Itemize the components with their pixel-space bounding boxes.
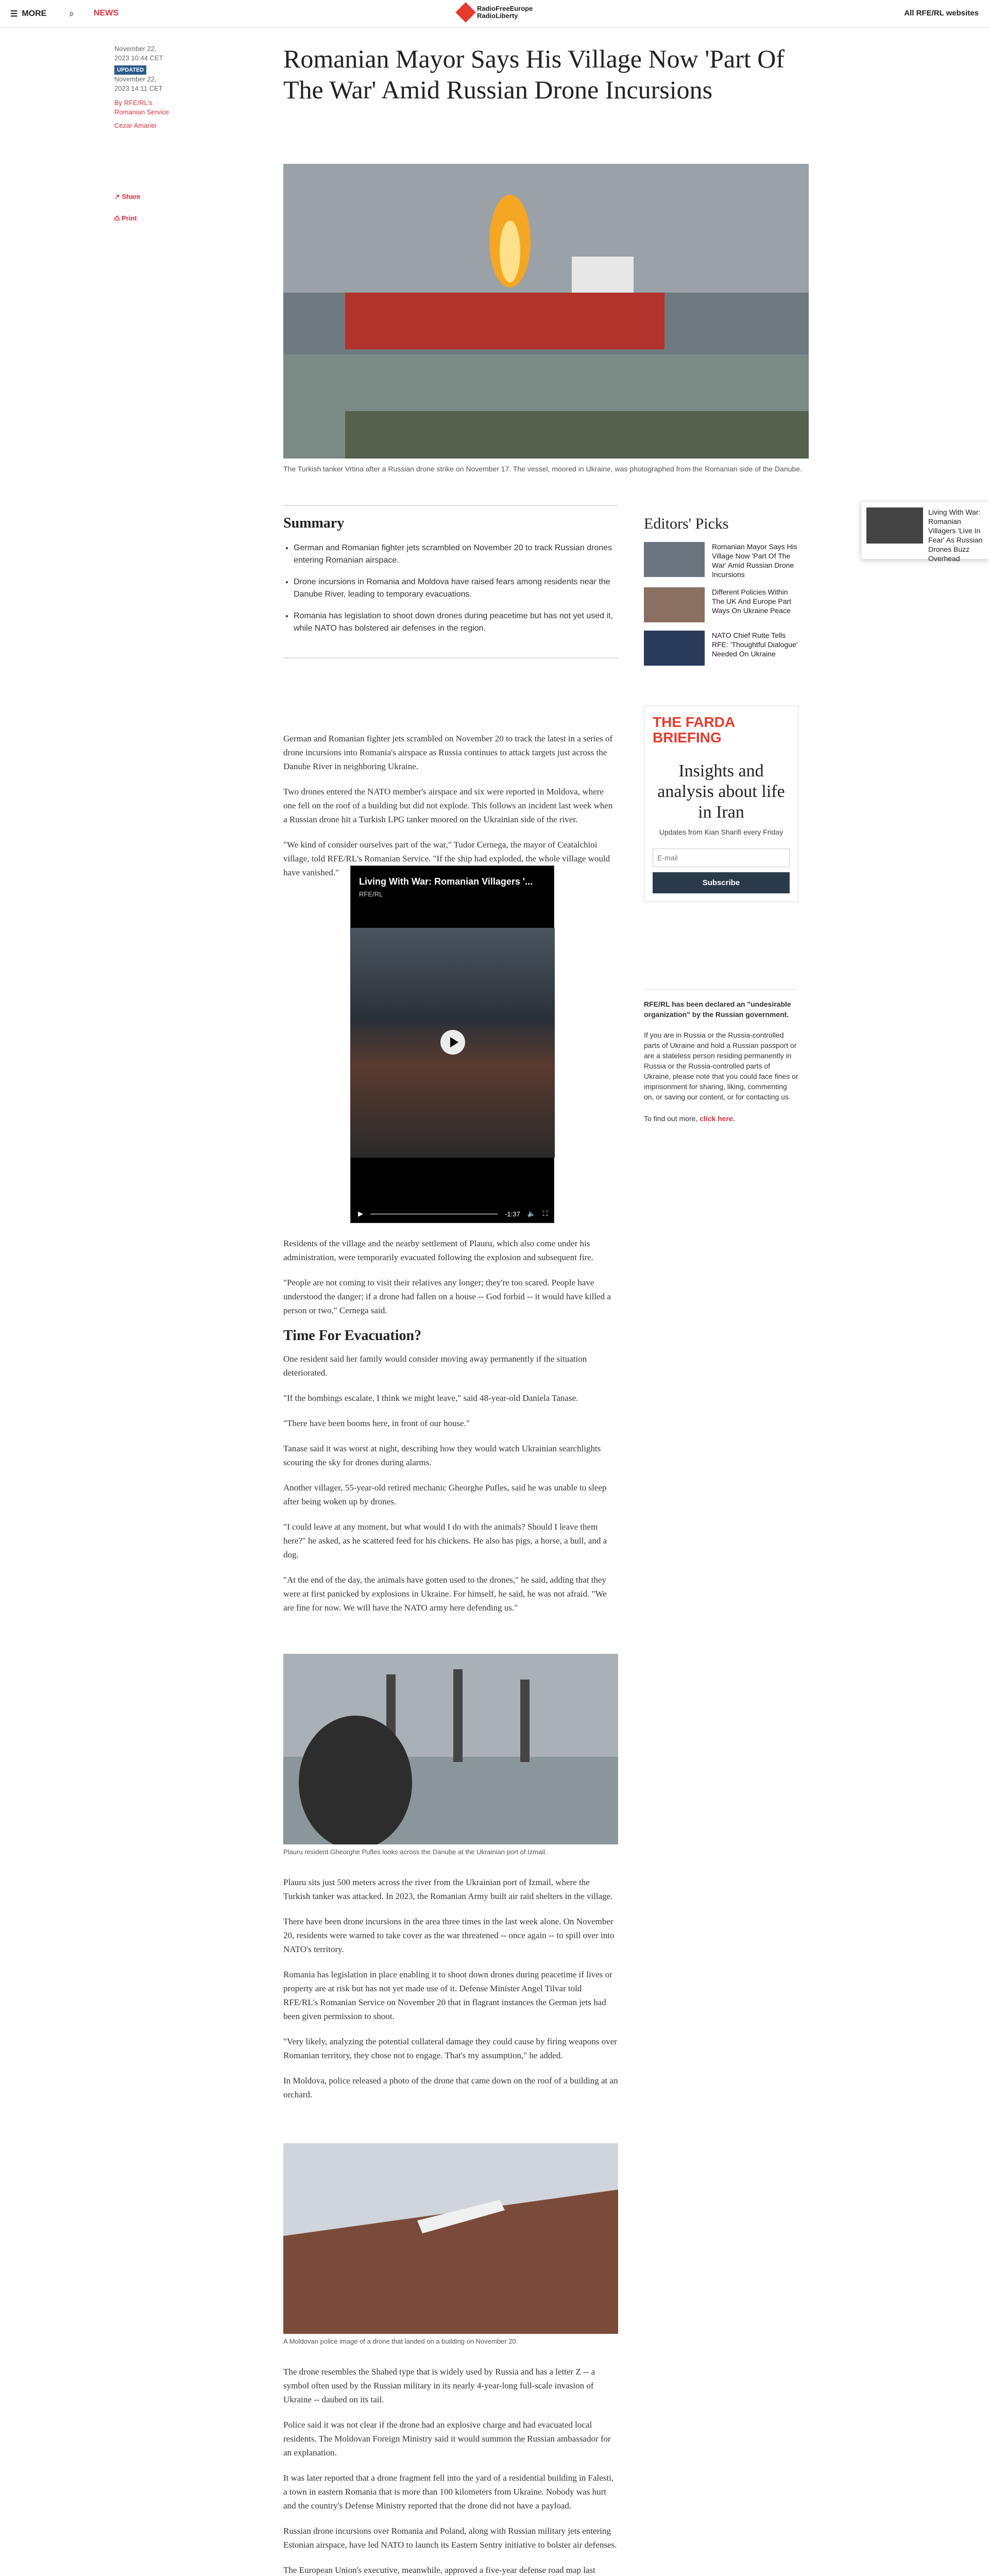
notice-body: If you are in Russia or the Russia-controlled parts of Ukraine and hold a Russian passport or are a stateless person residing permanently in Russia or the Russia-controlled parts of Ukraine, please note that you could face fines or imprisonment for sharing, liking, commenting on, or saving our content, or for contacting us. bbox=[644, 1031, 798, 1101]
summary-item: • Drone incursions in Romania and Moldova have raised fears among residents near the Danube River, leading to temporary evacuations. bbox=[294, 576, 618, 601]
click-here-link[interactable]: click here. bbox=[700, 1114, 735, 1123]
paragraph: "There have been booms here, in front of our house." bbox=[283, 1418, 470, 1428]
updated-date: November 22, 2023 14:11 CET bbox=[114, 75, 163, 92]
paragraph: Police said it was not clear if the drone had an explosive charge and had evacuated local residents. The Moldovan Foreign Ministry said it would summon the Russian ambassador for an explanation. bbox=[283, 2420, 611, 2458]
updated-badge: UPDATED bbox=[114, 65, 146, 75]
notice-heading: RFE/RL has been declared an "undesirable organization" by the Russian government. bbox=[644, 989, 798, 1020]
pick-thumb bbox=[644, 631, 705, 666]
notice-more: To find out more, bbox=[644, 1114, 698, 1123]
paragraph: The drone resembles the Shahed type that is widely used by Russia and has a letter Z -- a symbol often used by the Russian military in its nearly 4-year-long full-scale invasion of Ukraine -- daubed on its tail. bbox=[283, 2367, 595, 2404]
subscribe-button[interactable]: Subscribe bbox=[653, 872, 790, 893]
paragraph: Another villager, 55-year-old retired mechanic Gheorghe Pufles, said he was unable to sleep after being woken up by drones. bbox=[283, 1483, 607, 1506]
pick-thumb bbox=[644, 587, 705, 622]
logo-mark-icon bbox=[455, 2, 476, 23]
top-bar bbox=[0, 0, 989, 28]
farda-logo: THE FARDA BRIEFING bbox=[653, 714, 736, 745]
summary-item: • German and Romanian fighter jets scrambled on November 20 to track Russian drones entering Romanian airspace. bbox=[294, 542, 618, 567]
paragraph: Two drones entered the NATO member's airspace and six were reported in Moldova, where one fell on the roof of a building but did not explode. This follows an incident last week when a Russian drone hit a Turkish LPG tanker moored on the Ukrainian side of the river. bbox=[283, 787, 613, 824]
video-controls bbox=[351, 1205, 555, 1223]
paragraph: It was later reported that a drone fragment fell into the yard of a residential building in Falesti, a town in eastern Romania that is more than 100 kilometers from Ukraine. Nobody was hurt and the country's Defense Ministry reported that the drone did not have a payload. bbox=[283, 2473, 614, 2511]
paragraph: "If the bombings escalate, I think we might leave," said 48-year-old Daniela Tanase. bbox=[283, 1393, 578, 1403]
floater-thumb bbox=[866, 507, 923, 544]
article-meta bbox=[114, 44, 171, 223]
pick-thumb bbox=[644, 542, 705, 577]
drone-roof-photo bbox=[283, 2143, 618, 2334]
fullscreen-icon[interactable]: ⛶ bbox=[542, 1210, 548, 1217]
undesirable-notice bbox=[644, 989, 798, 1135]
pick-item[interactable]: Different Policies Within The UK And Europe Part Ways On Ukraine Peace bbox=[644, 587, 798, 622]
paragraph: "We kind of consider ourselves part of the war," Tudor Cernega, the mayor of Ceatalchioi village, told RFE/RL's Romanian Service. "If the ship had exploded, the whole village would have vanished." bbox=[283, 840, 610, 877]
video-progress-bar[interactable] bbox=[370, 1213, 498, 1215]
nav-news[interactable]: NEWS bbox=[94, 9, 118, 18]
site-logo[interactable] bbox=[458, 5, 533, 20]
editors-picks bbox=[644, 515, 798, 674]
paragraph: One resident said her family would consider moving away permanently if the situation deteriorated. bbox=[283, 1354, 587, 1378]
volume-icon[interactable]: 🔈 bbox=[527, 1210, 536, 1217]
paragraph: In Moldova, police released a photo of the drone that came down on the roof of a building at an orchard. bbox=[283, 2076, 618, 2099]
share-button[interactable]: ↗ Share bbox=[114, 193, 141, 200]
logo-line1: RadioFreeEurope bbox=[477, 5, 533, 12]
video-time: -1:37 bbox=[505, 1210, 520, 1218]
menu-button[interactable]: ☰ MORE bbox=[10, 9, 47, 19]
paragraph: "At the end of the day, the animals have gotten used to the drones," he said, adding that they were at first panicked by explosions in Ukraine. For himself, he said, he was not afraid. "We are fine for now. We will have the NATO army here defending us." bbox=[283, 1575, 607, 1613]
figure-caption: A Moldovan police image of a drone that landed on a building on November 20. bbox=[283, 2337, 518, 2345]
figure-caption: Plauru resident Gheorghe Pufles looks across the Danube at the Ukrainian port of Izmail. bbox=[283, 1848, 547, 1856]
floater-text: Living With War: Romanian Villagers 'Live In Fear' As Russian Drones Buzz Overhead bbox=[928, 508, 983, 563]
paragraph: Plauru sits just 500 meters across the river from the Ukrainian port of Izmail, where the Turkish tanker was attacked. In 2023, the Romanian Army built air raid shelters in the village. bbox=[283, 1877, 613, 1901]
summary-item: • Romania has legislation to shoot down drones during peacetime but has not yet used it, while NATO has bolstered air defenses in the region. bbox=[294, 610, 618, 635]
paragraph: "Very likely, analyzing the potential collateral damage they could cause by firing weapons over Romanian territory, they chose not to engage. That's my assumption," he added. bbox=[283, 2037, 617, 2060]
video-source: RFE/RL bbox=[359, 890, 383, 898]
villager-photo bbox=[283, 1654, 618, 1844]
paragraph: Romania has legislation in place enabling it to shoot down drones during peacetime if lives or property are at risk but has not yet made use of it. Defense Minister Angel Tilvar told RFE/RL's Romanian Service on November 20 that in flagrant instances the German jets had been given permission to shoot. bbox=[283, 1970, 612, 2021]
article-body-2 bbox=[283, 1236, 618, 1626]
article-body-4 bbox=[283, 2365, 618, 2576]
paragraph: There have been drone incursions in the area three times in the last week alone. On November 20, residents were warned to take cover as the war threatened -- once again -- to spill over into NATO's territory. bbox=[283, 1917, 615, 1954]
paragraph: "People are not coming to visit their relatives any longer; they're too scared. People have understood the danger; if a drone had fallen on a house -- God forbid -- it would have killed a person or two," Cernega said. bbox=[283, 1278, 611, 1315]
paragraph: Russian drone incursions over Romania and Poland, along with Russian military jets entering Estonian airspace, have led NATO to launch its Eastern Sentry initiative to bolster air defenses. bbox=[283, 2526, 617, 2550]
paragraph: "I could leave at any moment, but what would I do with the animals? Should I leave them here?" he asked, as he scattered feed for his chickens. He also has pigs, a horse, a bull, and a dog. bbox=[283, 1522, 607, 1560]
port-photo bbox=[283, 1654, 618, 1844]
paragraph: The European Union's executive, meanwhile, approved a five-year defense road map last bbox=[283, 2565, 595, 2575]
hamburger-icon: ☰ bbox=[10, 10, 18, 19]
video-title: Living With War: Romanian Villagers '... bbox=[359, 876, 533, 887]
logo-line2: RadioLiberty bbox=[477, 12, 518, 20]
paragraph: German and Romanian fighter jets scrambled on November 20 to track the latest in a series of drone incursions into Romania's airspace as Russia continues to attack targets just across the Danube River in neighboring Ukraine. bbox=[283, 734, 613, 771]
floating-video-card[interactable] bbox=[861, 502, 989, 563]
published-date: November 22, 2023 10:44 CET bbox=[114, 45, 163, 62]
section-heading: Time For Evacuation? bbox=[283, 1328, 422, 1344]
email-field[interactable] bbox=[653, 849, 790, 867]
pick-item[interactable]: Romanian Mayor Says His Village Now 'Part Of The War' Amid Russian Drone Incursions bbox=[644, 542, 798, 579]
byline[interactable]: By RFE/RL's Romanian Service bbox=[114, 99, 169, 116]
search-icon[interactable]: ⌕ bbox=[69, 8, 75, 19]
article-body-3 bbox=[283, 1875, 618, 2113]
tanker-photo bbox=[283, 164, 809, 459]
farda-briefing-widget bbox=[644, 706, 798, 902]
hero-image bbox=[283, 164, 809, 459]
hero-caption: The Turkish tanker Vrtina after a Russian drone strike on November 17. The vessel, moored in Ukraine, was photographed from the Romanian side of the Danube. bbox=[283, 465, 802, 473]
play-icon[interactable] bbox=[440, 1030, 465, 1055]
editors-title: Editors' Picks bbox=[644, 515, 729, 532]
summary-box bbox=[283, 505, 618, 658]
summary-title: Summary bbox=[283, 515, 345, 531]
pick-item[interactable]: NATO Chief Rutte Tells RFE: 'Thoughtful Dialogue' Needed On Ukraine bbox=[644, 631, 798, 666]
play-small-icon[interactable]: ▶ bbox=[358, 1210, 363, 1217]
all-sites-link[interactable]: All RFE/RL websites bbox=[904, 9, 979, 18]
paragraph: Residents of the village and the nearby settlement of Plauru, which also come under his administration, were temporarily evacuated following the explosion and subsequent fire. bbox=[283, 1239, 593, 1262]
farda-headline: Insights and analysis about life in Iran bbox=[657, 761, 785, 822]
paragraph: Tanase said it was worst at night, describing how they would watch Ukrainian searchlights scouring the sky for drones during alarms. bbox=[283, 1444, 601, 1467]
drone-photo bbox=[283, 2143, 618, 2334]
farda-sub: Updates from Kian Sharifi every Friday bbox=[659, 828, 783, 836]
author-link[interactable]: Cezar Amariei bbox=[114, 122, 157, 129]
video-player[interactable] bbox=[350, 866, 554, 1223]
print-button[interactable]: ⎙ Print bbox=[114, 214, 137, 222]
article-title: Romanian Mayor Says His Village Now 'Part Of The War' Amid Russian Drone Incursions bbox=[283, 44, 785, 104]
